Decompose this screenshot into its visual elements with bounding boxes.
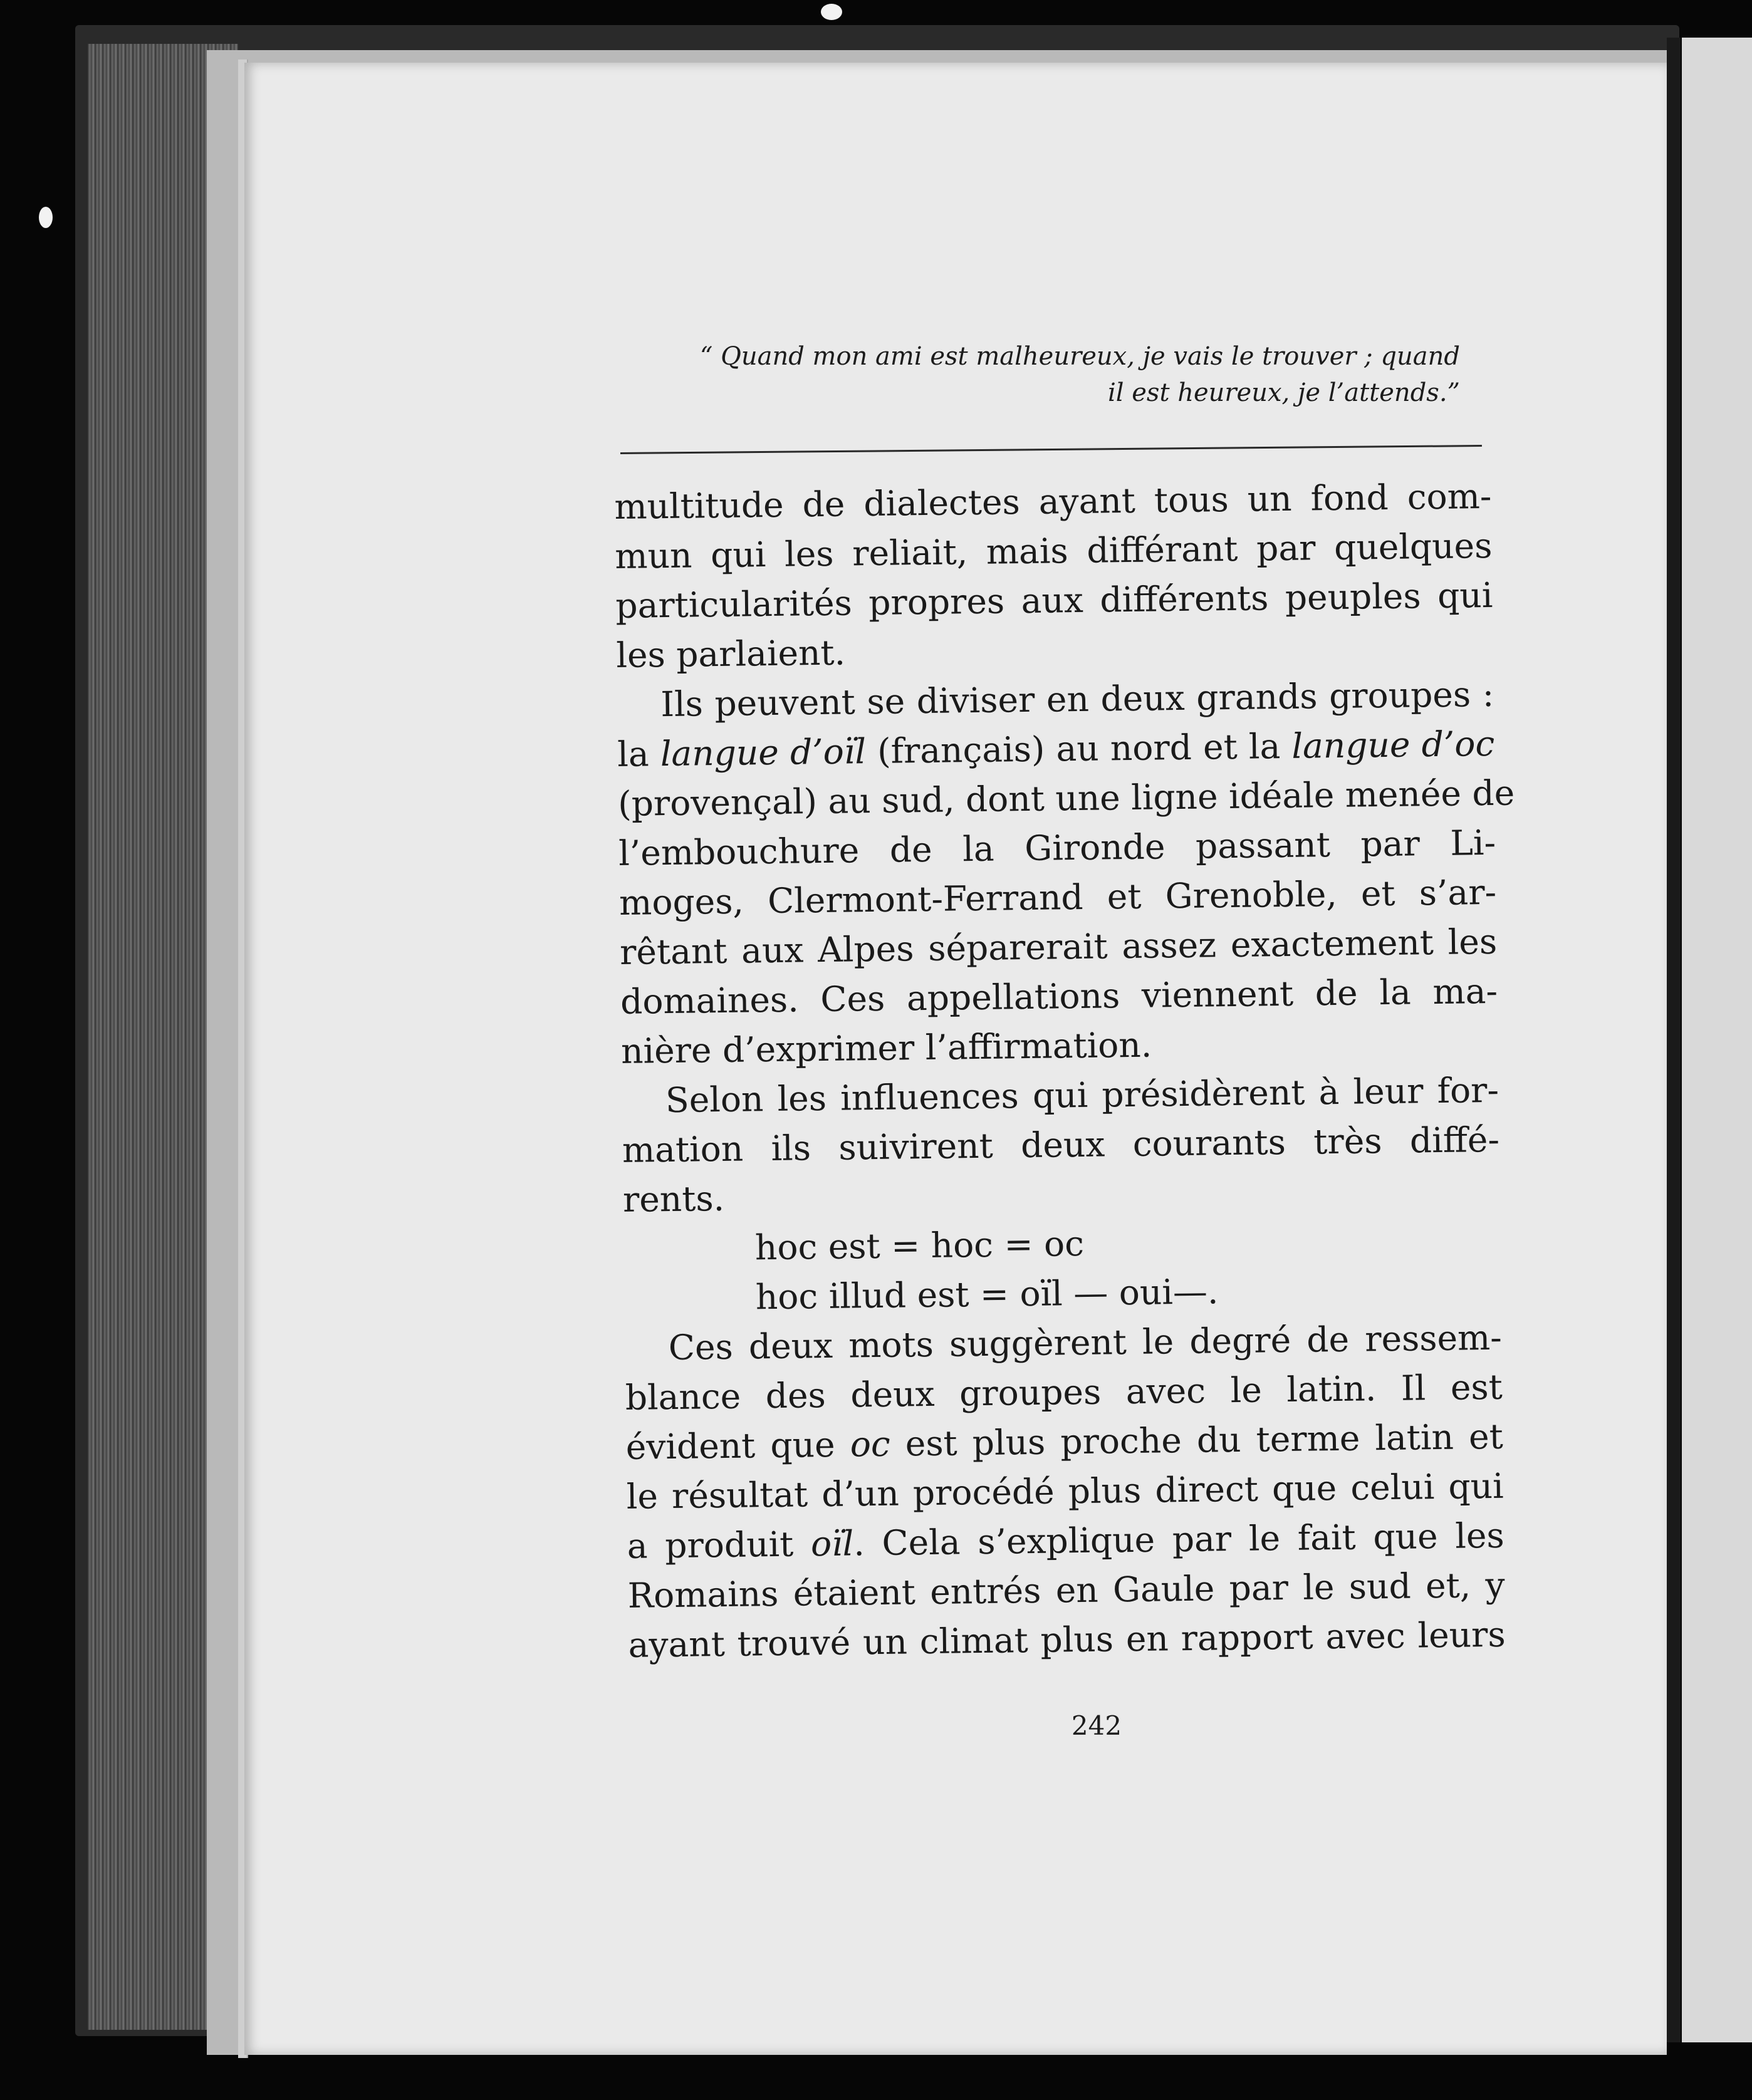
scan-speck xyxy=(39,207,53,228)
text-run: évident que xyxy=(625,1424,851,1467)
text-line: l’embouchure de la Gironde passant par Li- xyxy=(618,822,1496,873)
text-line: particularités propres aux différents peuples qui xyxy=(615,574,1493,626)
header-quote-line: “ Quand mon ami est malheureux, je vais le trouver ; quand xyxy=(699,342,1460,371)
running-header-quote xyxy=(627,338,1460,411)
italic-term: langue d’oïl xyxy=(660,731,867,774)
facing-page-edge xyxy=(1682,38,1752,2042)
italic-term: langue d’oc xyxy=(1291,723,1495,766)
text-line: le résultat d’un procédé plus direct que celui qui xyxy=(626,1465,1504,1517)
scan-speck xyxy=(821,4,842,20)
text-line: rents. xyxy=(622,1178,725,1220)
text-run: est plus proche du terme latin et xyxy=(890,1416,1504,1464)
etymology-formula: hoc illud est = oïl — oui—. xyxy=(755,1271,1219,1318)
text-run: (français) au nord et la xyxy=(865,725,1292,772)
page-number: 242 xyxy=(1071,1710,1122,1741)
text-line: les parlaient. xyxy=(615,632,846,675)
paragraph xyxy=(624,1313,1506,1670)
body-text xyxy=(614,472,1515,1670)
text-run: a produit xyxy=(627,1524,811,1566)
text-line: rêtant aux Alpes séparerait assez exactement les xyxy=(619,921,1498,972)
text-line: Ces deux mots suggèrent le degré de ressem- xyxy=(668,1317,1503,1368)
header-quote-line: il est heureux, je l’attends.” xyxy=(1107,378,1460,407)
paragraph xyxy=(614,472,1494,680)
text-line: ayant trouvé un climat plus en rapport avec leurs xyxy=(628,1614,1506,1665)
text-line: Selon les influences qui présidèrent à leur for- xyxy=(665,1069,1499,1121)
text-line: multitude de dialectes ayant tous un fond com- xyxy=(614,476,1492,527)
text-line: Romains étaient entrés en Gaule par le sud et, y xyxy=(627,1564,1505,1616)
italic-term: oc xyxy=(850,1423,891,1465)
book-gutter xyxy=(1667,38,1681,2042)
text-line: blance des deux groupes avec le latin. Il est xyxy=(625,1366,1503,1418)
text-line: (provençal) au sud, dont une ligne idéale menée de xyxy=(617,772,1515,824)
paragraph xyxy=(622,1066,1501,1225)
text-line: domaines. Ces appellations viennent de la ma- xyxy=(620,970,1498,1022)
text-line: nière d’exprimer l’affirmation. xyxy=(620,1024,1152,1071)
text-run: . Cela s’explique par le fait que les xyxy=(853,1515,1505,1564)
etymology-formula: hoc est = hoc = oc xyxy=(754,1223,1085,1268)
text-line: mun qui les reliait, mais différant par quelques xyxy=(615,525,1493,576)
italic-term: oïl xyxy=(810,1523,854,1564)
text-line: moges, Clermont-Ferrand et Grenoble, et s’ar- xyxy=(618,871,1497,923)
text-line: Ils peuvent se diviser en deux grands groupes : xyxy=(660,673,1494,725)
text-run: la xyxy=(617,734,661,774)
paragraph xyxy=(617,670,1515,1076)
text-line: mation ils suivirent deux courants très diffé- xyxy=(622,1119,1500,1170)
